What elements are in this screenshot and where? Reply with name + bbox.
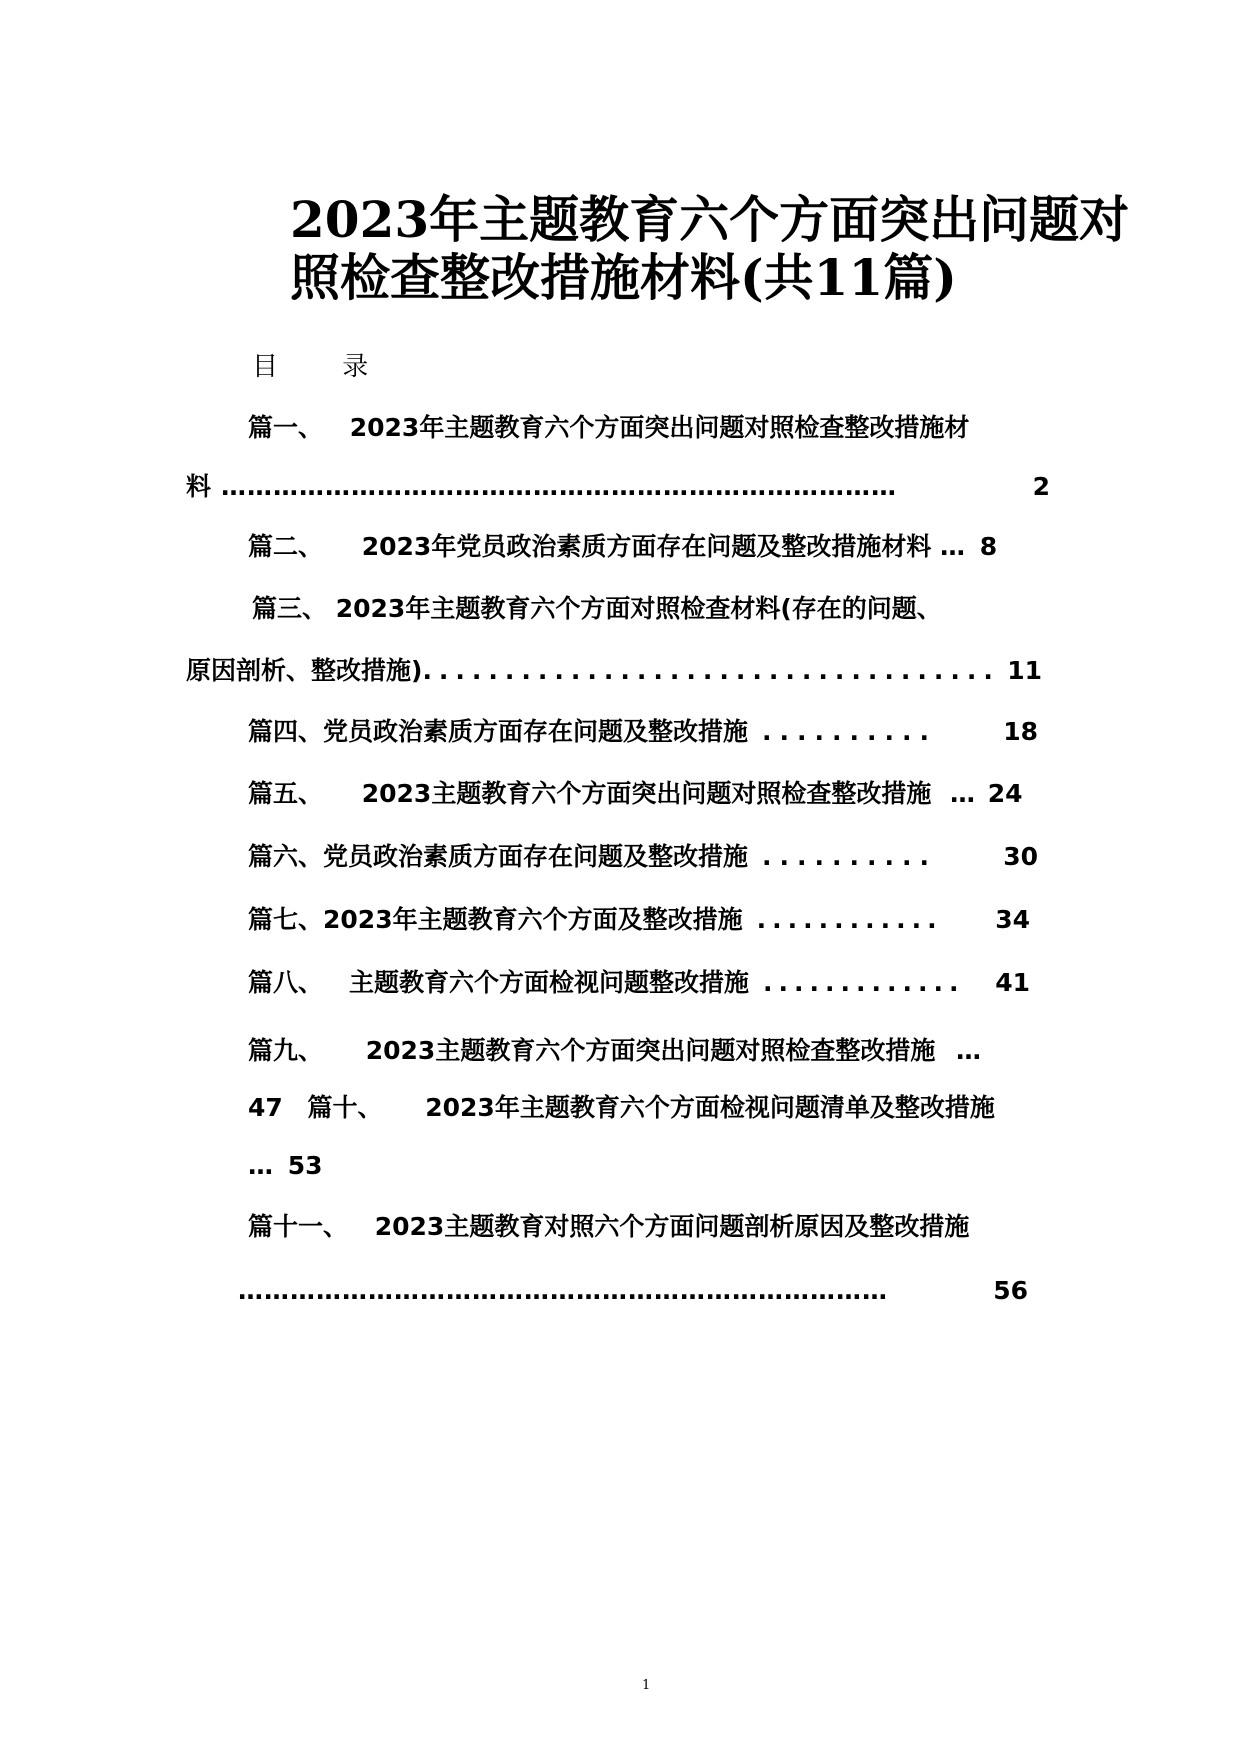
toc-entry-1[interactable] xyxy=(248,411,969,445)
toc-dot-leader: ............ xyxy=(756,905,943,934)
toc-entry-title: 主题教育六个方面检视问题整改措施 xyxy=(349,968,750,997)
toc-entry-label: 篇七、 xyxy=(248,905,324,934)
toc-entry-8[interactable] xyxy=(248,966,1030,1000)
toc-entry-title: 2023年主题教育六个方面突出问题对照检查整改措施材 xyxy=(349,413,970,442)
toc-page-number: 18 xyxy=(1003,717,1038,746)
toc-entry-label: 篇二、 xyxy=(248,532,324,561)
toc-entry-label: 篇九、 xyxy=(248,1036,324,1065)
toc-entry-label: 篇一、 xyxy=(248,413,324,442)
toc-entry-title-continued: 原因剖析、整改措施) xyxy=(186,656,423,685)
toc-entry-title: 2023主题教育对照六个方面问题剖析原因及整改措施 xyxy=(374,1212,970,1241)
toc-page-number: 34 xyxy=(995,905,1030,934)
toc-entry-title-continued: 料 xyxy=(186,472,212,501)
toc-entry-title: 2023年主题教育六个方面检视问题清单及整改措施 xyxy=(425,1093,995,1122)
toc-dot-leader: ............. xyxy=(763,968,965,997)
toc-page-number: 56 xyxy=(993,1276,1028,1305)
toc-entry-9[interactable] xyxy=(248,1034,981,1068)
toc-entry-10-continued[interactable] xyxy=(248,1149,323,1183)
toc-entry-1-continued[interactable] xyxy=(186,470,1050,504)
toc-page-number: 11 xyxy=(1007,656,1042,685)
toc-entry-5[interactable] xyxy=(248,777,1023,811)
page-number: 1 xyxy=(642,1678,651,1693)
toc-entry-title: 党员政治素质方面存在问题及整改措施 xyxy=(323,717,749,746)
toc-entry-7[interactable] xyxy=(248,903,1030,937)
toc-dot-leader: .......... xyxy=(762,842,938,871)
toc-entry-title: 党员政治素质方面存在问题及整改措施 xyxy=(323,842,749,871)
toc-dot-leader: ................................... xyxy=(422,656,1000,685)
toc-page-number: 53 xyxy=(287,1151,323,1180)
toc-entry-title: 2023主题教育六个方面突出问题对照检查整改措施 xyxy=(361,779,932,808)
toc-entry-11[interactable] xyxy=(248,1210,969,1244)
toc-entry-label: 篇五、 xyxy=(248,779,324,808)
toc-entry-2[interactable] xyxy=(248,530,997,564)
toc-dot-leader: … xyxy=(950,779,976,808)
toc-entry-title: 2023年党员政治素质方面存在问题及整改措施材料 xyxy=(361,532,932,561)
document-title-line-1: 2023年主题教育六个方面突出问题对 xyxy=(290,190,1130,249)
toc-entry-4[interactable] xyxy=(248,715,1038,749)
toc-dot-leader: … xyxy=(248,1151,273,1180)
document-title-line-2: 照检查整改措施材料(共11篇) xyxy=(290,248,957,307)
toc-dot-leader: … xyxy=(956,1036,982,1065)
toc-page-number: 8 xyxy=(979,532,998,561)
toc-heading: 目 录 xyxy=(252,352,397,382)
toc-entry-label: 篇三、 xyxy=(252,594,328,623)
toc-entry-label: 篇十、 xyxy=(307,1093,383,1122)
toc-dot-leader: … xyxy=(940,532,966,561)
toc-page-number: 24 xyxy=(987,779,1023,808)
toc-entry-3[interactable] xyxy=(252,592,942,626)
toc-page-number: 41 xyxy=(995,968,1030,997)
toc-entry-title: 2023年主题教育六个方面对照检查材料(存在的问题、 xyxy=(335,594,942,623)
toc-dot-leader: ………………………………………………………………… xyxy=(238,1276,888,1305)
toc-entry-3-continued[interactable] xyxy=(186,654,1042,688)
toc-page-number: 47 xyxy=(248,1093,283,1122)
toc-dot-leader: .......... xyxy=(762,717,938,746)
toc-entry-11-continued[interactable] xyxy=(238,1274,1028,1308)
toc-entry-6[interactable] xyxy=(248,840,1038,874)
toc-entry-10[interactable] xyxy=(248,1091,995,1125)
toc-entry-label: 篇十一、 xyxy=(248,1212,349,1241)
toc-entry-title: 2023主题教育六个方面突出问题对照检查整改措施 xyxy=(365,1036,936,1065)
toc-entry-label: 篇八、 xyxy=(248,968,324,997)
toc-entry-label: 篇六、 xyxy=(248,842,324,871)
toc-dot-leader: …………………………………………………………………… xyxy=(221,472,898,501)
toc-page-number: 2 xyxy=(1032,472,1050,501)
toc-page-number: 30 xyxy=(1003,842,1038,871)
toc-entry-label: 篇四、 xyxy=(248,717,324,746)
toc-entry-title: 2023年主题教育六个方面及整改措施 xyxy=(323,905,743,934)
